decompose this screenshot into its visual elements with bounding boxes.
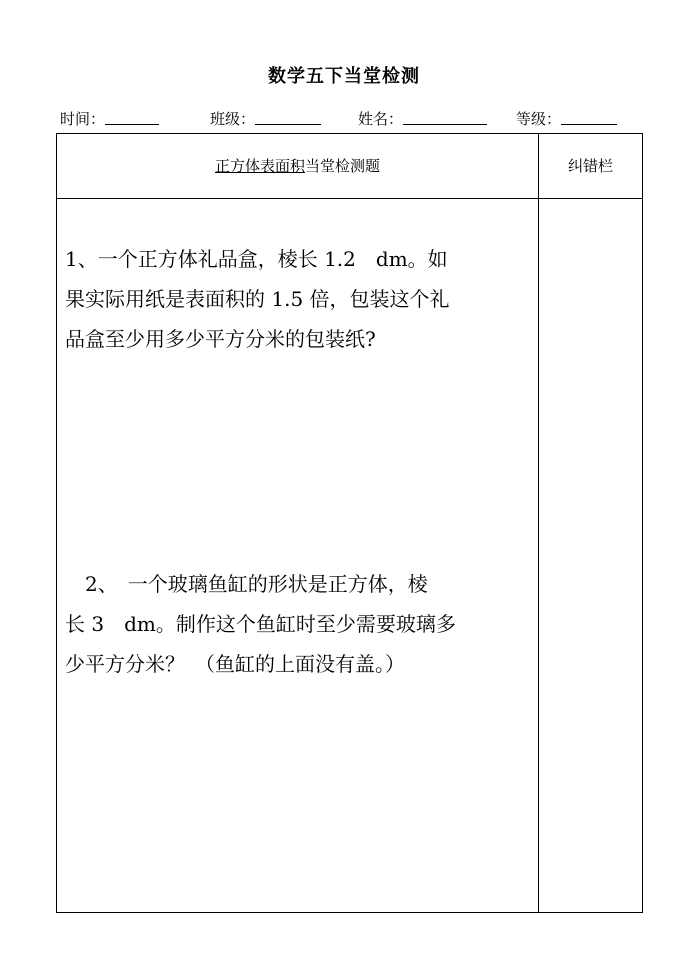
grade-blank bbox=[561, 108, 617, 125]
time-blank bbox=[105, 108, 159, 125]
question-line: 少平方分米？ （鱼缸的上面没有盖。） bbox=[65, 652, 405, 676]
table-header-correction: 纠错栏 bbox=[567, 157, 613, 175]
question-line: 果实际用纸是表面积的 1.5 倍，包装这个礼 bbox=[65, 287, 450, 311]
grade-label: 等级： bbox=[516, 110, 562, 128]
header-topic: 正方体表面积 bbox=[214, 157, 305, 175]
question-2 bbox=[65, 564, 535, 684]
class-blank bbox=[255, 108, 321, 125]
name-blank bbox=[403, 108, 487, 125]
class-field bbox=[210, 108, 255, 129]
name-field bbox=[358, 108, 403, 129]
column-divider bbox=[538, 134, 539, 912]
time-label: 时间： bbox=[60, 110, 106, 128]
worksheet-table bbox=[56, 133, 643, 913]
question-line: 长 3 dm。制作这个鱼缸时至少需要玻璃多 bbox=[65, 612, 456, 636]
grade-field bbox=[516, 108, 561, 129]
table-header-main bbox=[57, 134, 538, 198]
header-topic-rest: 当堂检测题 bbox=[305, 157, 381, 175]
page-title: 数学五下当堂检测 bbox=[268, 66, 420, 87]
time-field bbox=[60, 108, 105, 129]
question-line: 品盒至少用多少平方分米的包装纸? bbox=[65, 327, 376, 351]
question-line: 1、一个正方体礼品盒，棱长 1.2 dm。如 bbox=[65, 247, 448, 271]
question-line: 2、 一个玻璃鱼缸的形状是正方体，棱 bbox=[65, 572, 428, 596]
name-label: 姓名： bbox=[358, 110, 404, 128]
header-divider bbox=[57, 198, 642, 199]
info-row bbox=[60, 108, 640, 130]
question-1 bbox=[65, 239, 535, 359]
class-label: 班级： bbox=[210, 110, 256, 128]
